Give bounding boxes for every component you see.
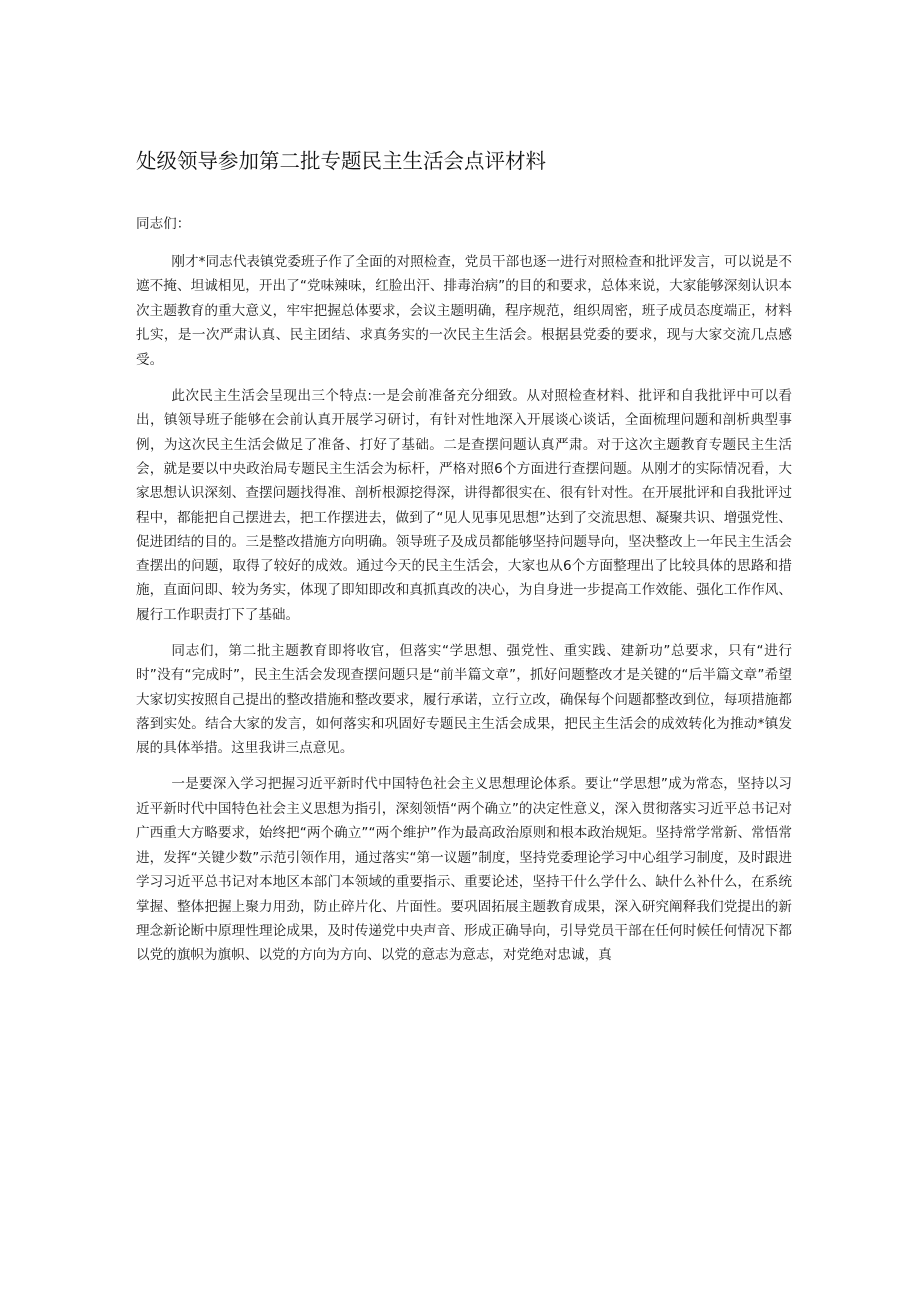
paragraph-three-features: 此次民主生活会呈现出三个特点:一是会前准备充分细致。从对照检查材料、批评和自我批评中可以看出，镇领导班子能够在会前认真开展学习研讨，有针对性地深入开展谈心谈话，全面梳理问题和剖析典型事例，为这次民主生活会做足了准备、打好了基础。二是查摆问题认真严肃。对于这次主题教育专题民主生活会，就是要以中央政治局专题民主生活会为标杆，严格对照6个方面进行查摆问题。从刚才的实际情况看，大家思想认识深刻、查摆问题找得准、剖析根源挖得深，讲得都很实在、很有针对性。在开展批评和自我批评过程中，都能把自己摆进去，把工作摆进去，做到了“见人见事见思想”达到了交流思想、凝聚共识、增强党性、促进团结的目的。三是整改措施方向明确。领导班子及成员都能够坚持问题导向，坚决整改上一年民主生活会查摆出的问题，取得了较好的成效。通过今天的民主生活会，大家也从6个方面整理出了比较具体的思路和措施，直面问即、较为务实，体现了即知即改和真抓真改的决心，为自身进一步提高工作效能、强化工作作风、履行工作职责打下了基础。: [136, 388, 792, 623]
salutation: 同志们：: [136, 216, 191, 232]
paragraph-point-one: 一是要深入学习把握习近平新时代中国特色社会主义思想理论体系。要让“学思想”成为常态，坚持以习近平新时代中国特色社会主义思想为指引，深刻领悟“两个确立”的决定性意义，深入贯彻落实习近平总书记对广西重大方略要求，始终把“两个确立”“两个维护”作为最高政治原则和根本政治规矩。坚持常学常新、常悟常进，发挥“关键少数”示范引领作用，通过落实“第一议题”制度，坚持党委理论学习中心组学习制度，及时跟进学习习近平总书记对本地区本部门本领域的重要指示、重要论述，坚持干什么学什么、缺什么补什么，在系统掌握、整体把握上聚力用劲，防止碎片化、片面性。要巩固拓展主题教育成果，深入研究阐释我们党提出的新理念新论断中原理性理论成果，及时传递党中央声音、形成正确导向，引导党员干部在任何时候任何情况下都以党的旗帜为旗帜、以党的方向为方向、以党的意志为意志，对党绝对忠诚，真: [136, 776, 792, 964]
paragraph-opening: 刚才*同志代表镇党委班子作了全面的对照检查，党员干部也逐一进行对照检查和批评发言，可以说是不遮不掩、坦诚相见，开出了“党味辣味，红脸出汗、排毒治病”的目的和要求，总体来说，大家能够深刻认识本次主题教育的重大意义，牢牢把握总体要求，会议主题明确，程序规范，组织周密，班子成员态度端正，材料扎实，是一次严肃认真、民主团结、求真务实的一次民主生活会。根据县党委的要求，现与大家交流几点感受。: [136, 254, 792, 368]
paragraph-rectification: 同志们，第二批主题教育即将收官，但落实“学思想、强党性、重实践、建新功”总要求，只有“进行时”没有“完成时”，民主生活会发现查摆问题只是“前半篇文章”，抓好问题整改才是关键的“后半篇文章”希望大家切实按照自己提出的整改措施和整改要求，履行承诺，立行立改，确保每个问题都整改到位，每项措施都落到实处。结合大家的发言，如何落实和巩固好专题民主生活会成果，把民主生活会的成效转化为推动*镇发展的具体举措。这里我讲三点意见。: [136, 643, 792, 757]
document-page: [136, 146, 792, 968]
document-title: 处级领导参加第二批专题民主生活会点评材料: [136, 149, 546, 173]
